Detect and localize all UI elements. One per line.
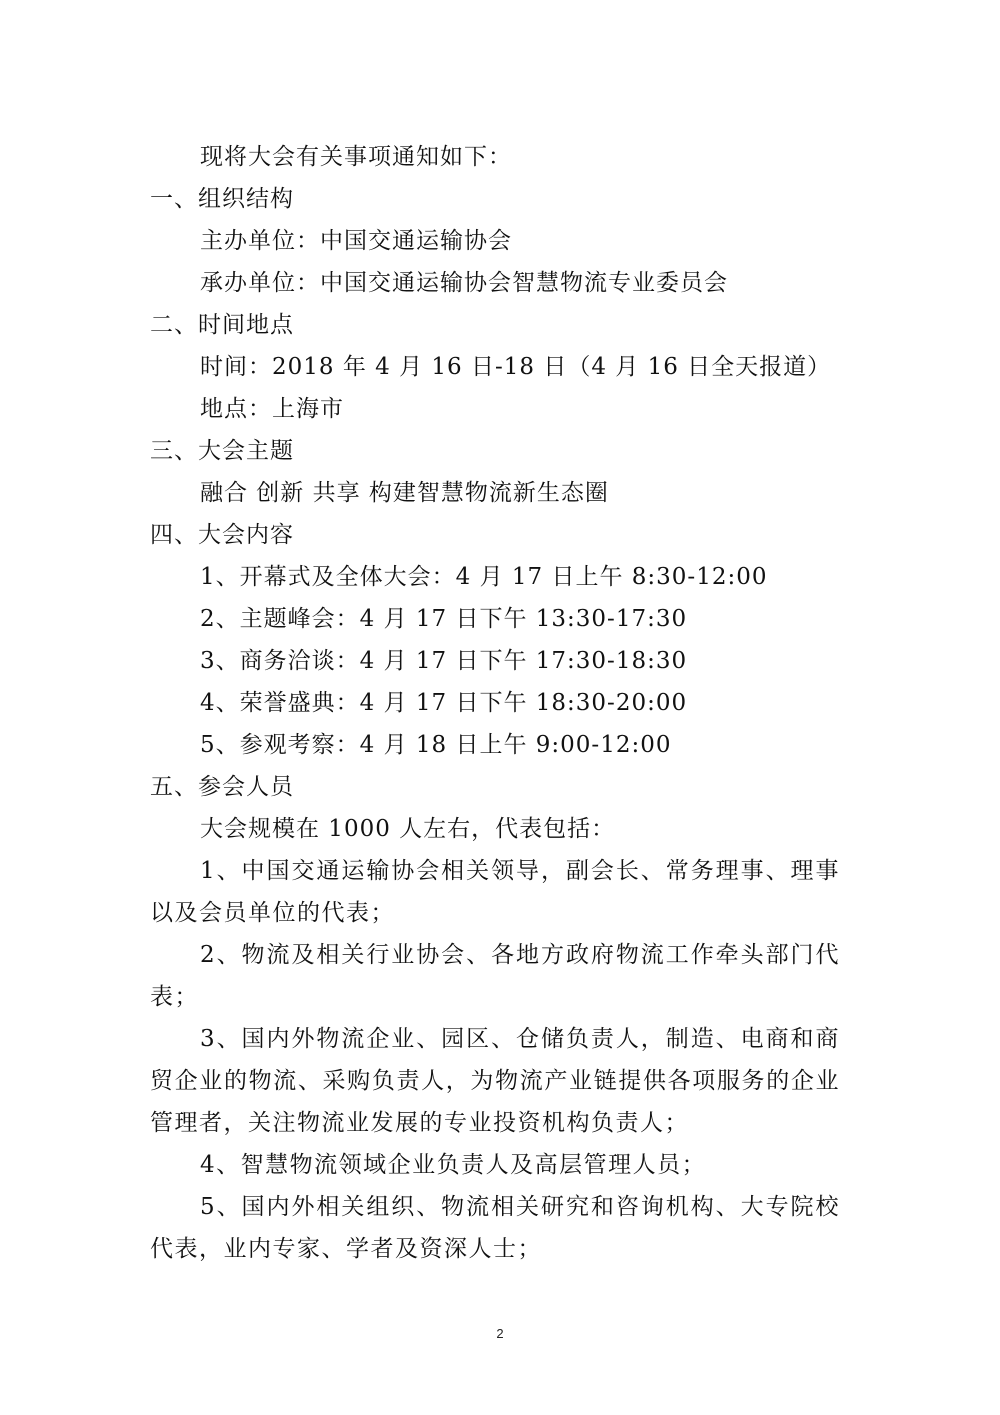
attendee-item: 4、智慧物流领域企业负责人及高层管理人员； [200, 1152, 707, 1178]
event-place: 地点：上海市 [200, 396, 344, 422]
page-number: 2 [496, 1326, 504, 1341]
content-item: 5、参观考察：4 月 18 日上午 9:00-12:00 [200, 732, 672, 758]
section-heading-attendees: 五、参会人员 [150, 774, 294, 800]
host-unit: 主办单位：中国交通运输协会 [200, 228, 512, 254]
attendee-item: 5、国内外相关组织、物流相关研究和咨询机构、大专院校代表，业内专家、学者及资深人士； [150, 1194, 840, 1262]
attendee-scale: 大会规模在 1000 人左右，代表包括： [200, 816, 616, 842]
theme-text: 融合 创新 共享 构建智慧物流新生态圈 [200, 480, 609, 506]
event-time: 时间：2018 年 4 月 16 日-18 日（4 月 16 日全天报道） [200, 354, 832, 380]
attendee-item: 2、物流及相关行业协会、各地方政府物流工作牵头部门代表； [150, 942, 840, 1010]
content-item: 1、开幕式及全体大会：4 月 17 日上午 8:30-12:00 [200, 564, 768, 590]
section-heading-org: 一、组织结构 [150, 186, 294, 212]
organizer-unit: 承办单位：中国交通运输协会智慧物流专业委员会 [200, 270, 728, 296]
section-heading-content: 四、大会内容 [150, 522, 294, 548]
intro-line: 现将大会有关事项通知如下： [200, 144, 512, 170]
notice-body [150, 136, 850, 1270]
content-item: 2、主题峰会：4 月 17 日下午 13:30-17:30 [200, 606, 688, 632]
section-heading-time-place: 二、时间地点 [150, 312, 294, 338]
attendee-item: 3、国内外物流企业、园区、仓储负责人，制造、电商和商贸企业的物流、采购负责人，为物流产业链提供各项服务的企业管理者，关注物流业发展的专业投资机构负责人； [150, 1026, 840, 1136]
attendee-item: 1、中国交通运输协会相关领导，副会长、常务理事、理事以及会员单位的代表； [150, 858, 840, 926]
section-heading-theme: 三、大会主题 [150, 438, 294, 464]
content-item: 3、商务洽谈：4 月 17 日下午 17:30-18:30 [200, 648, 688, 674]
content-item: 4、荣誉盛典：4 月 17 日下午 18:30-20:00 [200, 690, 688, 716]
